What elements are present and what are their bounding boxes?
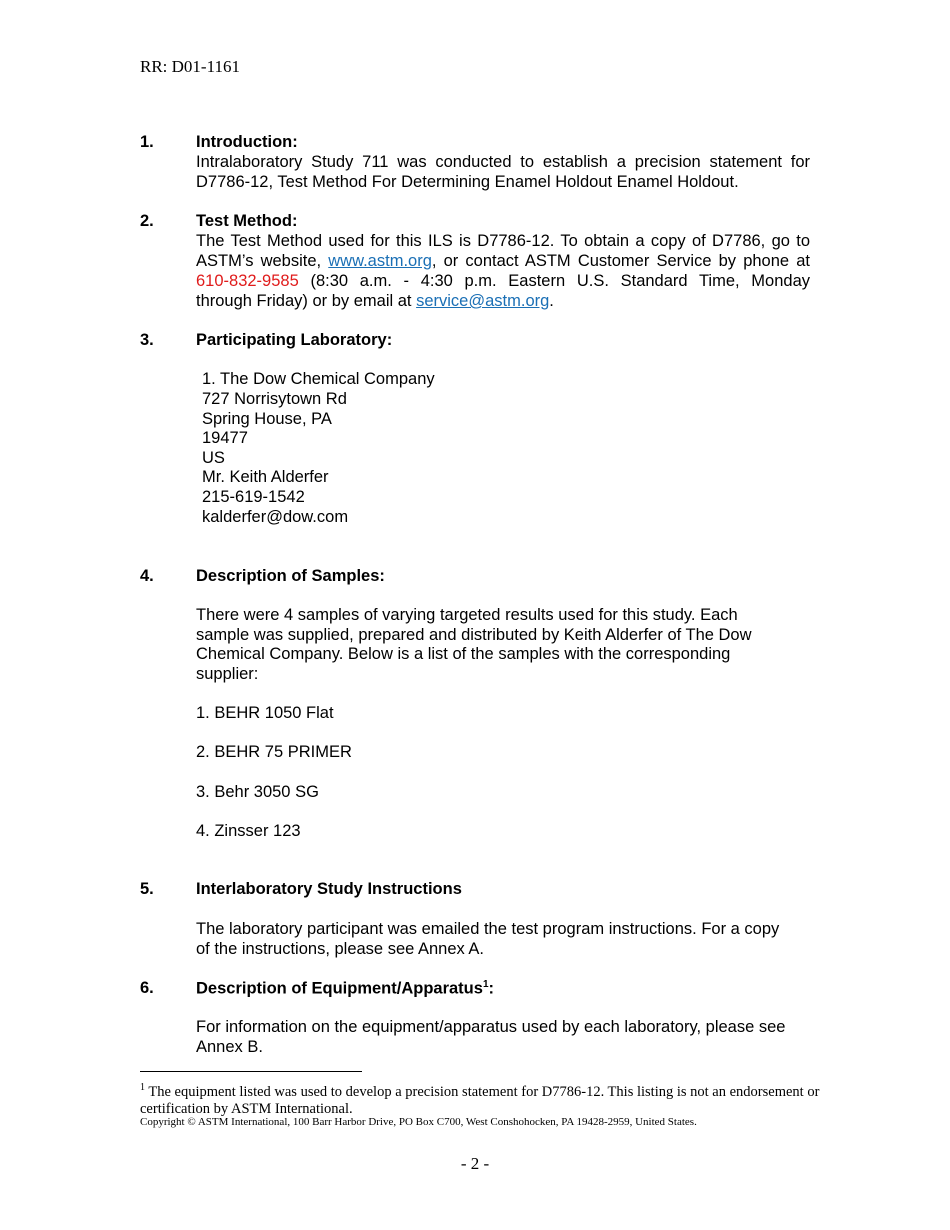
section-6-line-1: For information on the equipment/apparatus used by each laboratory, please see bbox=[196, 1018, 786, 1036]
section-4-line-3: Chemical Company. Below is a list of the samples with the corresponding bbox=[196, 645, 731, 663]
footnote-mark: 1 bbox=[140, 1082, 145, 1093]
section-4-line-2: sample was supplied, prepared and distributed by Keith Alderfer of The Dow bbox=[196, 626, 752, 644]
text-segment: ASTM’s website, bbox=[196, 252, 329, 270]
title-text: Description of Equipment/Apparatus bbox=[196, 979, 483, 998]
section-2-title: Test Method: bbox=[196, 212, 298, 230]
section-4-number: 4. bbox=[140, 567, 154, 585]
section-1-title: Introduction: bbox=[196, 133, 298, 151]
text-segment: . bbox=[549, 292, 554, 310]
sample-item: 3. Behr 3050 SG bbox=[196, 783, 319, 801]
section-5-title: Interlaboratory Study Instructions bbox=[196, 880, 462, 898]
text-segment: through Friday) or by email at bbox=[196, 292, 417, 310]
phone-number: 610-832-9585 bbox=[196, 272, 299, 290]
sample-item: 4. Zinsser 123 bbox=[196, 822, 301, 840]
lab-city: Spring House, PA bbox=[202, 410, 332, 428]
copyright-line: Copyright © ASTM International, 100 Barr Harbor Drive, PO Box C700, West Conshohocken, PA 19428-2959, United States. bbox=[140, 1116, 697, 1128]
text-segment: , or contact ASTM Customer Service by phone at bbox=[431, 252, 810, 270]
astm-website-link[interactable]: www.astm.org bbox=[328, 252, 432, 270]
section-2-number: 2. bbox=[140, 212, 154, 230]
lab-name: 1. The Dow Chemical Company bbox=[202, 370, 435, 388]
section-1-number: 1. bbox=[140, 133, 154, 151]
lab-email: kalderfer@dow.com bbox=[202, 508, 349, 526]
section-3-number: 3. bbox=[140, 331, 154, 349]
section-3-title: Participating Laboratory: bbox=[196, 331, 393, 349]
footnote-text: The equipment listed was used to develop a precision statement for D7786-12. This listing is not an endorsement or certification by ASTM International. bbox=[140, 1083, 820, 1117]
lab-phone: 215-619-1542 bbox=[202, 488, 305, 506]
section-4-line-1: There were 4 samples of varying targeted results used for this study. Each bbox=[196, 606, 738, 624]
section-6-title bbox=[196, 979, 494, 999]
service-email-link[interactable]: service@astm.org bbox=[416, 292, 550, 310]
section-5-line-2: of the instructions, please see Annex A. bbox=[196, 940, 485, 958]
section-6-number: 6. bbox=[140, 979, 154, 997]
lab-contact: Mr. Keith Alderfer bbox=[202, 468, 329, 486]
footnote-reference: 1 bbox=[482, 979, 489, 990]
lab-street: 727 Norrisytown Rd bbox=[202, 390, 347, 408]
section-4-line-4: supplier: bbox=[196, 665, 259, 683]
sample-item: 2. BEHR 75 PRIMER bbox=[196, 743, 352, 761]
lab-country: US bbox=[202, 449, 225, 467]
document-id: RR: D01-1161 bbox=[140, 57, 240, 76]
section-2-line-2 bbox=[196, 252, 810, 271]
text-segment: (8:30 a.m. - 4:30 p.m. Eastern U.S. Standard Time, Monday bbox=[298, 272, 810, 290]
footnote bbox=[140, 1079, 820, 1118]
lab-zip: 19477 bbox=[202, 429, 248, 447]
page-number: - 2 - bbox=[460, 1154, 490, 1173]
section-2-line-1: The Test Method used for this ILS is D7786-12. To obtain a copy of D7786, go to bbox=[196, 232, 810, 250]
section-2-line-4 bbox=[196, 292, 554, 311]
section-1-line-2: D7786-12, Test Method For Determining Enamel Holdout Enamel Holdout. bbox=[196, 173, 739, 191]
section-1-line-1: Intralaboratory Study 711 was conducted to establish a precision statement for bbox=[196, 153, 810, 171]
title-colon: : bbox=[488, 979, 494, 998]
footnote-divider bbox=[140, 1071, 362, 1072]
sample-item: 1. BEHR 1050 Flat bbox=[196, 704, 334, 722]
section-6-line-2: Annex B. bbox=[196, 1038, 263, 1056]
section-4-title: Description of Samples: bbox=[196, 567, 385, 585]
section-5-number: 5. bbox=[140, 880, 154, 898]
section-2-line-3 bbox=[196, 272, 810, 291]
section-5-line-1: The laboratory participant was emailed the test program instructions. For a copy bbox=[196, 920, 780, 938]
